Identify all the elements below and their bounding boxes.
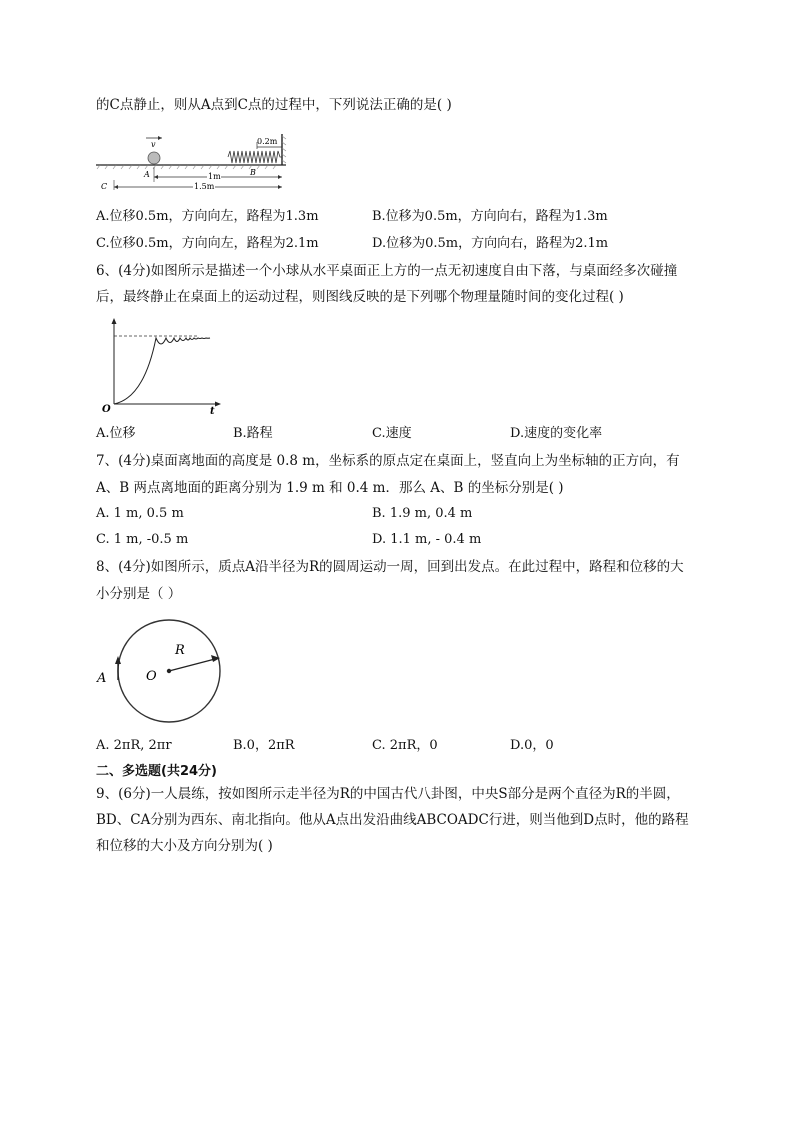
q8-label-R: R xyxy=(175,643,185,658)
q8-option-d: D.0，0 xyxy=(510,738,554,753)
q5-dist-15: 1.5m xyxy=(194,182,215,191)
q7-stem-line1: 7、(4分)桌面离地面的高度是 0.8 m，坐标系的原点定在桌面上，竖直向上为坐标轴的正方向，有 xyxy=(96,453,680,469)
q6-stem-line1: 6、(4分)如图所示是描述一个小球从水平桌面正上方的一点无初速度自由下落，与桌面经多次碰撞 xyxy=(96,263,678,279)
q6-option-c: C.速度 xyxy=(372,426,412,441)
q8-stem-line2: 小分别是（ ） xyxy=(96,586,182,602)
q6-t-label: t xyxy=(210,406,215,416)
q9-stem-line2: BD、CA分别为西东、南北指向。他从A点出发沿曲线ABCOADC行进，则当他到D点时，他的路程 xyxy=(96,812,689,828)
q5-dist-1: 1m xyxy=(208,172,221,181)
q8-figure xyxy=(92,614,232,730)
q7-stem-line2: A、B 两点离地面的距离分别为 1.9 m 和 0.4 m．那么 A、B 的坐标分别是( ) xyxy=(96,480,564,496)
q5-label-A: A xyxy=(144,170,150,179)
q8-label-A: A xyxy=(97,671,107,686)
q7-option-b: B. 1.9 m, 0.4 m xyxy=(372,506,473,521)
q9-stem-line1: 9、(6分)一人晨练，按如图所示走半径为R的中国古代八卦图，中央S部分是两个直径为R的半圆， xyxy=(96,786,680,802)
q8-option-a: A. 2πR, 2πr xyxy=(96,738,172,753)
q5-option-d: D.位移为0.5m，方向向右，路程为2.1m xyxy=(372,236,609,251)
q5-label-C: C xyxy=(101,182,108,191)
q7-option-d: D. 1.1 m, - 0.4 m xyxy=(372,532,482,547)
q9-stem-line3: 和位移的大小及方向分别为( ) xyxy=(96,838,273,854)
q5-label-B: B xyxy=(250,168,256,177)
q7-option-c: C. 1 m, -0.5 m xyxy=(96,532,189,547)
q5-option-b: B.位移为0.5m，方向向右，路程为1.3m xyxy=(372,209,608,224)
q8-label-O: O xyxy=(146,669,157,684)
section-title-multi-choice: 二、多选题(共24分) xyxy=(96,764,217,779)
q5-figure xyxy=(92,130,292,194)
q6-figure xyxy=(100,316,225,416)
q5-option-a: A.位移0.5m，方向向左，路程为1.3m xyxy=(96,209,319,224)
q7-option-a: A. 1 m, 0.5 m xyxy=(96,506,184,521)
q5-stem: 的C点静止，则从A点到C点的过程中，下列说法正确的是( ) xyxy=(96,97,452,113)
q6-origin-label: O xyxy=(102,404,111,415)
q5-dist-02: 0.2m xyxy=(257,137,278,146)
q8-option-b: B.0，2πR xyxy=(233,738,295,753)
q8-stem-line1: 8、(4分)如图所示，质点A沿半径为R的圆周运动一周，回到出发点。在此过程中，路程和位移的大 xyxy=(96,559,684,575)
q6-stem-line2: 后，最终静止在桌面上的运动过程，则图线反映的是下列哪个物理量随时间的变化过程( ) xyxy=(96,289,624,305)
q6-option-d: D.速度的变化率 xyxy=(510,426,603,441)
q6-option-a: A.位移 xyxy=(96,426,136,441)
q6-option-b: B.路程 xyxy=(233,426,273,441)
q8-option-c: C. 2πR，0 xyxy=(372,738,438,753)
q5-v-label: v xyxy=(151,140,156,149)
q5-option-c: C.位移0.5m，方向向左，路程为2.1m xyxy=(96,236,319,251)
